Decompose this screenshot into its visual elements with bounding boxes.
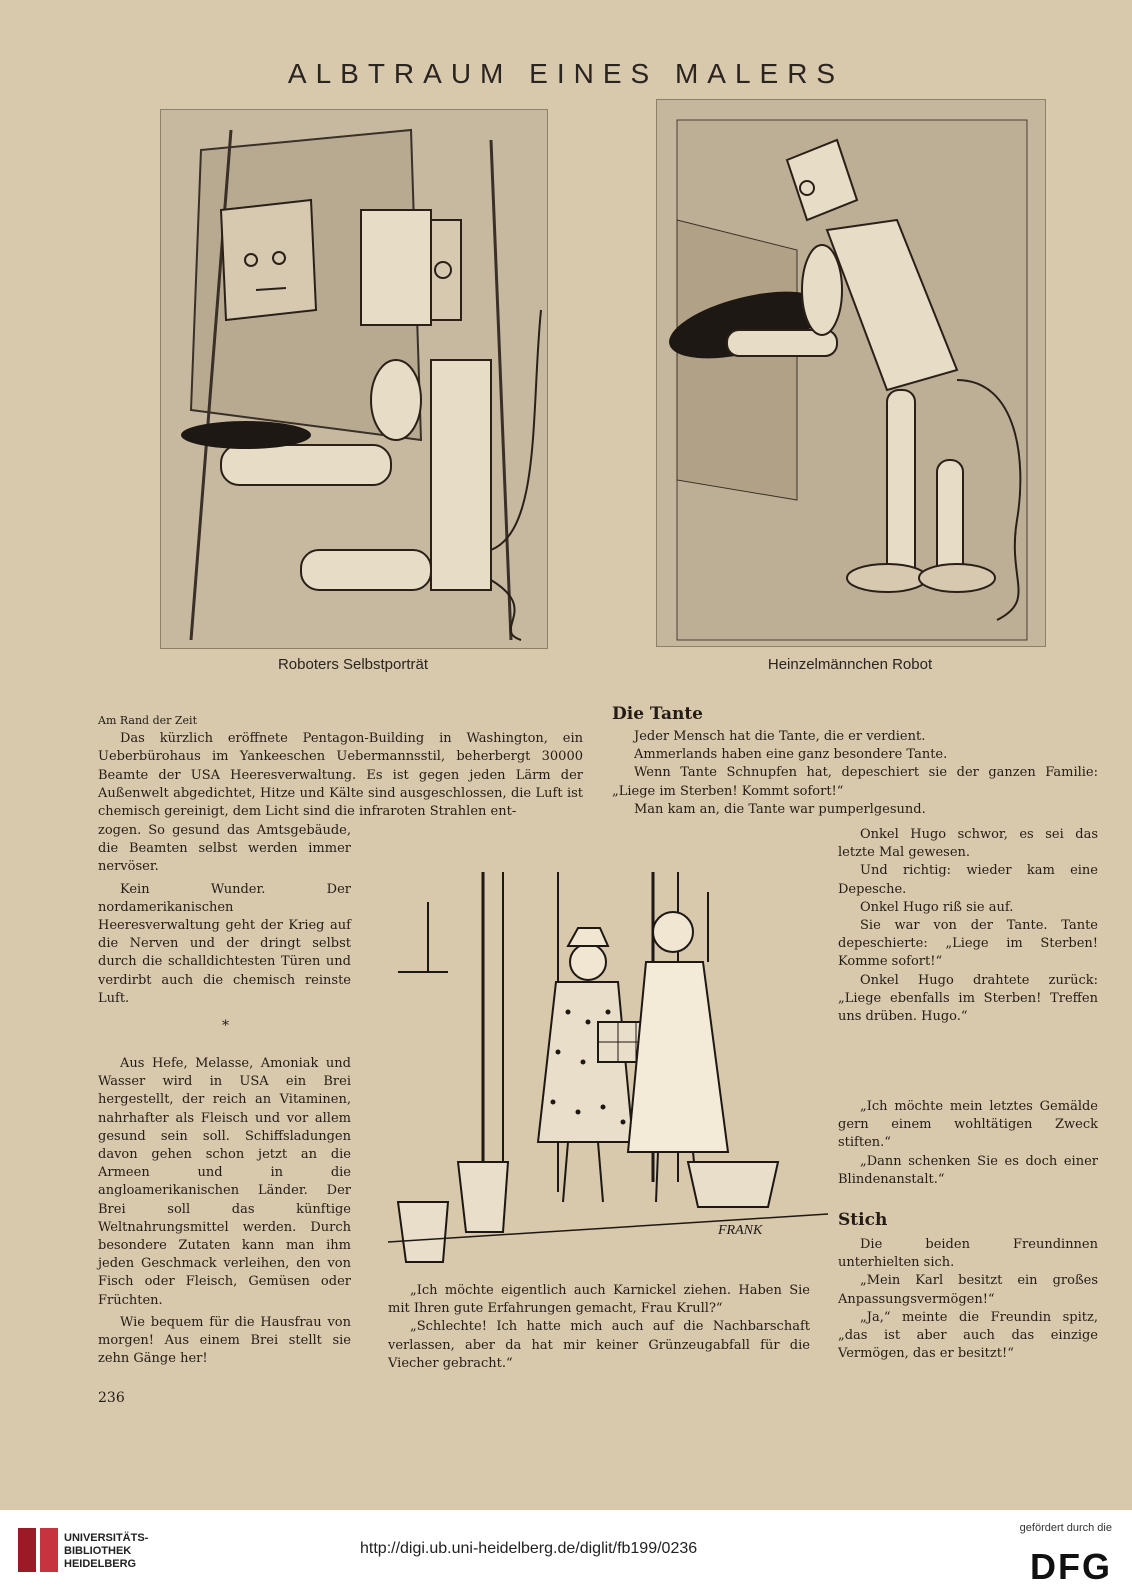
- library-line-1: UNIVERSITÄTS-: [64, 1532, 149, 1544]
- illustration-robot-self-portrait: [160, 109, 548, 649]
- cartoon-caption-p1: „Ich möchte eigentlich auch Karnickel ziehen. Haben Sie mit Ihren gute Erfahrungen gemacht, Frau Krull?“: [388, 1283, 810, 1317]
- university-library-logo-icon: [18, 1528, 58, 1572]
- tante-p8: Sie war von der Tante. Tante depeschierte: „Liege im Sterben! Komme sofort!“: [838, 918, 1098, 970]
- robot-self-portrait-drawing: [161, 110, 547, 648]
- library-line-2: BIBLIOTHEK: [64, 1545, 132, 1557]
- tante-p4: Man kam an, die Tante war pumperlgesund.: [634, 801, 926, 817]
- column-cartoon-caption: [388, 1282, 810, 1373]
- column-die-tante-wide: [612, 728, 1098, 819]
- library-name: [64, 1532, 148, 1571]
- stich-p2: „Mein Karl besitzt ein großes Anpassungsvermögen!“: [838, 1273, 1098, 1307]
- tante-p5: Onkel Hugo schwor, es sei das letzte Mal gewesen.: [838, 827, 1098, 861]
- stich-p3: „Ja,“ meinte die Freundin spitz, „das ist aber auch das einzige Vermögen, das er besitzt!“: [838, 1309, 1098, 1362]
- tante-p9: Onkel Hugo drahtete zurück: „Liege ebenfalls im Sterben! Treffen uns drüben. Hugo.“: [838, 972, 1098, 1025]
- gemaelde-p2: „Dann schenken Sie es doch einer Blindenanstalt.“: [838, 1153, 1098, 1187]
- cartoon-two-women-drawing: [388, 862, 828, 1277]
- illustration-heinzelmaennchen-robot: [656, 99, 1046, 647]
- cartoon-caption-p2: „Schlechte! Ich hatte mich auch auf die Nachbarschaft verlassen, aber da hat mir keiner Grünzeugabfall für die Viecher gebracht.“: [388, 1319, 810, 1371]
- column-left-narrow-2: [98, 1055, 351, 1368]
- heinzelmaennchen-robot-drawing: [657, 100, 1045, 646]
- heading-stich: Stich: [838, 1210, 888, 1230]
- gemaelde-p1: „Ich möchte mein letztes Gemälde gern einem wohltätigen Zweck stiften.“: [838, 1099, 1098, 1151]
- page-number: 236: [98, 1390, 125, 1406]
- tante-p1: Jeder Mensch hat die Tante, die er verdient.: [634, 729, 926, 744]
- stich-p1: Die beiden Freundinnen unterhielten sich.: [838, 1237, 1098, 1271]
- paragraph-brei: Aus Hefe, Melasse, Amoniak und Wasser wird in USA ein Brei hergestellt, der reich an Vitaminen, nahrhafter als Fleisch und vor allem gesund sein soll. Schiffsladungen davon gehen schon jetzt an die Armeen und in die angloamerikanischen Länder. Der Brei soll das künftige Weltnahrungsmittel werden. Durch besondere Zutaten kann man ihm jeden Geschmack verleihen, den von Fisch oder Fleisch, Gemüsen oder Früchten.: [98, 1056, 351, 1308]
- tante-p2: Ammerlands haben eine ganz besondere Tante.: [634, 747, 948, 763]
- funded-by-label: gefördert durch die: [1019, 1522, 1112, 1534]
- caption-robot-self-portrait: Roboters Selbstporträt: [277, 656, 429, 673]
- library-line-3: HEIDELBERG: [64, 1558, 137, 1570]
- cartoon-two-women: [388, 862, 828, 1277]
- page-headline: ALBTRAUM EINES MALERS: [287, 58, 845, 89]
- dfg-logo: DFG: [1030, 1546, 1112, 1587]
- paragraph-kein-wunder: Kein Wunder. Der nordamerikanischen Heeresverwaltung geht der Krieg auf die Nerven und der dringt selbst durch die schalldichtesten Türen und verdirbt auch die chemisch reinste Luft.: [98, 881, 351, 1006]
- tante-p7: Onkel Hugo riß sie auf.: [860, 899, 1014, 915]
- column-stich: [838, 1236, 1098, 1363]
- paragraph-pentagon-continued: zogen. So gesund das Amtsgebäude, die Beamten selbst werden immer nervöser.: [98, 823, 351, 875]
- heading-die-tante: Die Tante: [612, 704, 704, 724]
- tante-p6: Und richtig: wieder kam eine Depesche.: [838, 863, 1098, 897]
- document-url-link[interactable]: http://digi.ub.uni-heidelberg.de/diglit/fb199/0236: [360, 1540, 698, 1557]
- paragraph-pentagon: Das kürzlich eröffnete Pentagon-Building in Washington, ein Ueberbürohaus im Yankeeschen Uebermannsstil, beherbergt 30000 Beamte der USA Heeresverwaltung. Es ist gegen jeden Lärm der Außenwelt abgedichtet, Hitze und Kälte sind ausgeschlossen, die Luft ist chemisch gereinigt, dem Licht sind die infraroten Strahlen ent-: [98, 731, 583, 820]
- caption-heinzelmaennchen-robot: Heinzelmännchen Robot: [767, 656, 933, 673]
- tante-p3: Wenn Tante Schnupfen hat, depeschiert sie der ganzen Familie: „Liege im Sterben! Kommt sofort!“: [612, 765, 1098, 799]
- column-die-tante-narrow: [838, 826, 1098, 1026]
- paragraph-hausfrau: Wie bequem für die Hausfrau von morgen! Aus einem Brei stellt sie zehn Gänge her!: [98, 1314, 351, 1367]
- section-label-am-rand-der-zeit: Am Rand der Zeit: [98, 714, 197, 727]
- column-left-narrow-1: [98, 822, 351, 1008]
- cartoon-signature: FRANK: [718, 1223, 763, 1238]
- column-gemaelde: [838, 1098, 1098, 1189]
- column-am-rand-der-zeit: [98, 712, 583, 821]
- separator-asterisk: *: [222, 1018, 229, 1034]
- footer-bar: [0, 1510, 1132, 1593]
